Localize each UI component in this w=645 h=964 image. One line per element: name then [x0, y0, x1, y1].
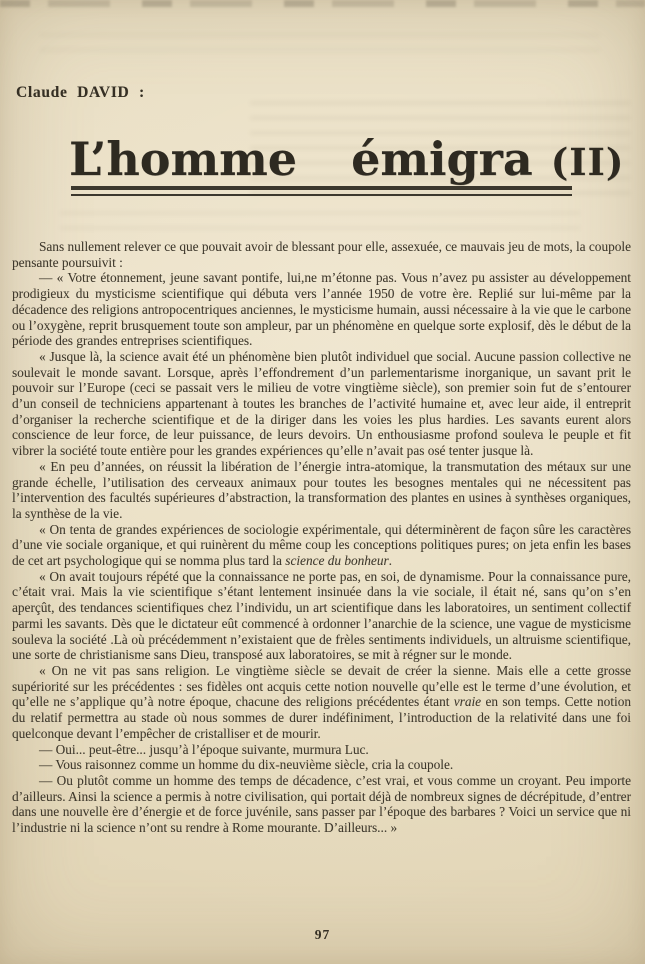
paragraph — [12, 349, 631, 459]
paragraph-text: — Oui... peut-être... jusqu’à l’époque suivante, murmura Luc. — [39, 741, 369, 757]
paragraph — [12, 757, 631, 773]
article-body — [12, 239, 631, 836]
title-underline-rule — [71, 186, 572, 196]
paragraph-text: — Ou plutôt comme un homme des temps de décadence, c’est vrai, et vous comme un croyant. Peu importe d’ailleurs. Ainsi la science a permis à notre civilisation, qui portait déjà de nombreux signes de décrépitude, d’entrer dans une nouvelle ère d’énergie et de force juvénile, sans passer par l’époque des barbares ? Voici un service que ni l’industrie ni la science n’ont su rendre à Rome mourante. D’ailleurs... » — [12, 772, 631, 836]
paragraph-text-italic: vraie — [453, 694, 482, 710]
paragraph — [12, 522, 631, 569]
scan-edge-artifact — [0, 0, 645, 7]
paragraph-text: — « Votre étonnement, jeune savant pontife, lui,ne m’étonne pas. Vous n’avez pu assister au développement prodigieux du mysticisme scientifique qui débuta vers l’année 1950 de votre ère. Replié sur lui-même par la décadence des religions antropocentriques anciennes, le mysticisme humain, aussi nécessaire à la vie que le carbone ou l’oxygène, reprit brusquement toute son ampleur, par un phénomène en quelque sorte explosif, dès le début de la période des grandes entreprises scientifiques. — [12, 270, 631, 349]
paragraph — [12, 239, 631, 270]
paragraph-text: « Jusque là, la science avait été un phénomène bien plutôt individuel que social. Aucune passion collective ne soulevait le monde savant. Lorsque, après l’effondrement d’un parlementarisme inorganique, un savant prit le pouvoir sur l’Europe (ceci se passait vers le milieu de votre vingtième siècle), son premier soin fut de s’entourer d’un conseil de techniciens appartenant à toutes les branches de l’activité humaine et, avec leur aide, il entreprit d’organiser la recherche scientifique et de la diriger dans les voies les plus hardies. Les savants eurent alors conscience de leur force, de leur puissance, de leurs devoirs. Un enthousiasme profond souleva le peuple et fit vibrer la société toute entière pour les grandes expériences qu’elle n’avait pas osé tenter jusque là. — [12, 348, 631, 459]
paragraph — [12, 663, 631, 742]
paragraph-text: « On ne vit pas sans religion. Le vingtième siècle se devait de créer la sienne. Mais elle a cette grosse supériorité sur les précédentes : ses fidèles ont acquis cette notion nouvelle qu’elle est le terme d’une évolution, et qu’elle ne s’applique qu’à notre époque, chacune des religions précédentes étant — [12, 662, 631, 710]
article-title-part-number: (II) — [550, 140, 625, 184]
bleedthrough-smudge — [40, 28, 600, 58]
paragraph-text: en son temps. Cette notion du relatif permettra au stade où nous sommes de durer indéfiniment, l’introduction de la relativité dans une foi quelconque devant l’empêcher de cristalliser et de mourir. — [12, 694, 631, 741]
paragraph-text: — Vous raisonnez comme un homme du dix-neuvième siècle, cria la coupole. — [39, 757, 454, 773]
paragraph-text-italic: science du bonheur — [285, 553, 389, 569]
bleedthrough-smudge — [60, 206, 580, 234]
paragraph-text: « On tenta de grandes expériences de sociologie expérimentale, qui déterminèrent de façon sûre les caractères d’une vie sociale organique, et qui ruinèrent du même coup les conceptions politiques pures; on jeta enfin les bases de cet art psychologique qui se nomma plus tard la — [12, 521, 631, 569]
paragraph — [12, 742, 631, 758]
paragraph-text: « On avait toujours répété que la connaissance ne porte pas, en soi, de dynamisme. Pour la connaissance pure, c’était vrai. Mais la vie scientifique s’étant lentement insinuée dans la vie sociale, il était né, sans qu’on s’en aperçût, des tendances scientifiques chez l’individu, un art scientifique dans les laboratoires, un sentiment collectif parmi les savants. Dès que le dictateur eût commencé à ordonner l’anarchie de la science, une vague de mysticisme souleva la société .Là où précédemment n’existaient que de frèles sentiments individuels, un altruisme scientifique, une sorte de christianisme sans Dieu, transposé aux laboratoires, se mit à régner sur le monde. — [12, 568, 631, 663]
paragraph — [12, 569, 631, 663]
author-byline: Claude DAVID : — [16, 84, 145, 101]
page-number: 97 — [314, 927, 331, 942]
paragraph-text: . — [388, 553, 392, 569]
paragraph — [12, 270, 631, 349]
paragraph — [12, 459, 631, 522]
paragraph-text: « En peu d’années, on réussit la libération de l’énergie intra-atomique, la transmutation des métaux sur une grande échelle, l’utilisation des cerveaux animaux pour toutes les besognes mentales qui ne nécessitent pas l’intervention des facultés supérieures d’abstraction, la transformation des plantes en usines à synthèses organiques, la synthèse de la vie. — [12, 458, 631, 521]
article-title — [69, 134, 624, 185]
paragraph-text: Sans nullement relever ce que pouvait avoir de blessant pour elle, assexuée, ce mauvais jeu de mots, la coupole pensante poursuivit : — [12, 239, 631, 270]
paragraph — [12, 773, 631, 836]
article-title-text: L’homme émigra — [69, 132, 533, 186]
